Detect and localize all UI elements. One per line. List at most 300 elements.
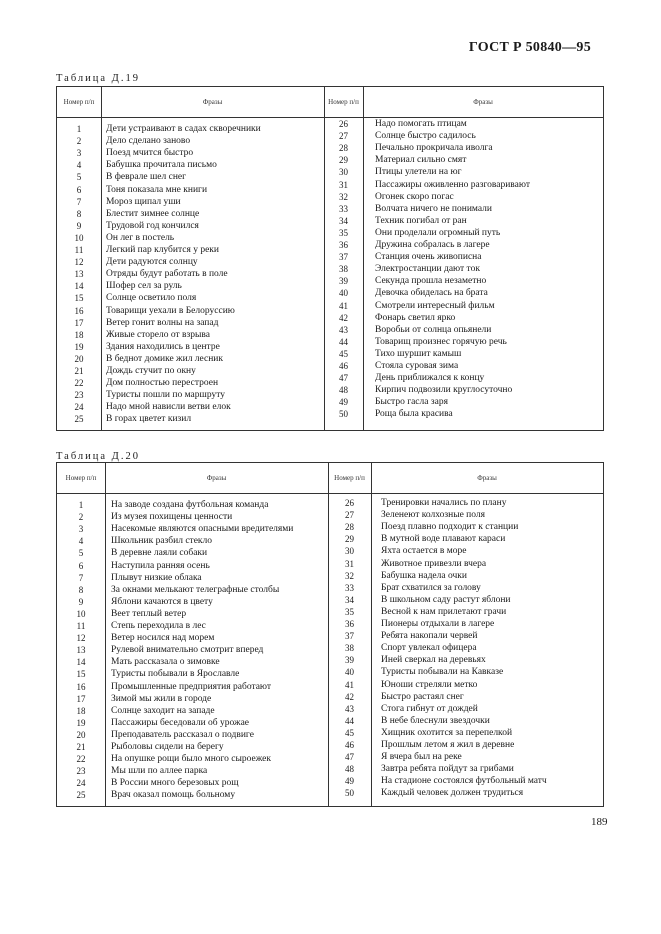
row-phrase: Материал сильно смят <box>375 155 467 166</box>
row-phrase: Они проделали огромный путь <box>375 227 501 238</box>
row-number: 48 <box>339 385 348 396</box>
row-number: 49 <box>345 776 354 787</box>
row-number: 15 <box>74 293 84 304</box>
row-number: 32 <box>339 191 348 202</box>
table-row <box>57 184 324 196</box>
row-phrase: Животное привезли вчера <box>381 558 487 569</box>
page-number: 189 <box>591 816 608 828</box>
row-phrase: Станция очень живописна <box>375 252 482 263</box>
table-row <box>57 123 324 135</box>
table-row <box>57 196 324 208</box>
table-row <box>57 365 324 377</box>
row-number: 22 <box>76 754 86 765</box>
table-row <box>57 353 324 365</box>
table-row <box>324 263 603 275</box>
row-number: 21 <box>76 742 86 753</box>
table-row <box>324 118 603 130</box>
row-phrase: Юноши стреляли метко <box>381 679 478 690</box>
row-phrase: Плывут низкие облака <box>111 572 202 583</box>
row-phrase: Тихо шуршит камыш <box>375 348 462 359</box>
row-number: 26 <box>345 498 354 509</box>
table-row <box>57 535 328 547</box>
table-row <box>324 287 603 299</box>
table-row <box>57 159 324 171</box>
row-number: 8 <box>76 208 82 219</box>
row-phrase: Смотрели интересный фильм <box>375 300 495 311</box>
header-number: Номер п/п <box>65 474 97 482</box>
table-row <box>328 618 603 630</box>
table-row <box>324 324 603 336</box>
table-row <box>328 533 603 545</box>
row-phrase: Туристы побывали на Кавказе <box>381 667 504 678</box>
table-row <box>57 656 328 668</box>
table-row <box>324 215 603 227</box>
row-number: 28 <box>339 143 348 154</box>
row-number: 4 <box>78 536 84 547</box>
row-number: 45 <box>339 348 348 359</box>
row-number: 40 <box>339 288 348 299</box>
table-row <box>328 570 603 582</box>
row-phrase: Наступила ранняя осень <box>111 560 210 571</box>
row-number: 11 <box>76 621 86 632</box>
header-phrases: Фразы <box>477 474 497 482</box>
row-number: 23 <box>74 390 84 401</box>
header-number: Номер п/п <box>328 98 359 106</box>
table-row <box>57 208 324 220</box>
row-number: 4 <box>76 160 82 171</box>
table-row <box>328 739 603 751</box>
table-row <box>328 509 603 521</box>
table-row <box>328 606 603 618</box>
table-row <box>324 179 603 191</box>
row-phrase: Огонек скоро погас <box>375 191 454 202</box>
phrase-table <box>56 462 604 807</box>
row-phrase: Школьник разбил стекло <box>111 536 213 547</box>
standard-code: ГОСТ Р 50840—95 <box>468 40 591 55</box>
table-row <box>324 360 603 372</box>
table-row <box>57 244 324 256</box>
table-row <box>324 166 603 178</box>
header-phrases: Фразы <box>473 98 493 106</box>
row-phrase: Туристы побывали в Ярославле <box>111 669 240 680</box>
row-number: 18 <box>76 705 86 716</box>
row-phrase: Весной к нам прилетают грачи <box>381 606 507 617</box>
table-row <box>324 142 603 154</box>
row-phrase: Иней сверкал на деревьях <box>381 655 486 666</box>
row-number: 47 <box>345 752 354 763</box>
row-number: 44 <box>345 715 354 726</box>
table-row <box>328 787 603 799</box>
row-phrase: Насекомые являются опасными вредителями <box>111 524 294 535</box>
row-number: 10 <box>76 608 86 619</box>
table-row <box>324 300 603 312</box>
row-phrase: Завтра ребята пойдут за грибами <box>381 764 514 775</box>
row-number: 37 <box>339 252 348 263</box>
table-row <box>324 348 603 360</box>
row-phrase: Веет теплый ветер <box>111 608 187 619</box>
row-number: 45 <box>345 727 354 738</box>
row-phrase: Бабушка прочитала письмо <box>106 160 217 171</box>
row-phrase: Живые сторело от взрыва <box>106 329 210 340</box>
row-phrase: Электростанции дают ток <box>375 264 480 275</box>
table-row <box>57 280 324 292</box>
row-phrase: Спорт увлекал офицера <box>381 643 477 654</box>
table-row <box>57 171 324 183</box>
table-row <box>57 681 328 693</box>
row-phrase: Надо помогать птицам <box>375 119 467 130</box>
row-number: 48 <box>345 764 354 775</box>
table-row <box>57 584 328 596</box>
table-row <box>57 668 328 680</box>
row-phrase: Врач оказал помощь больному <box>111 790 236 801</box>
row-phrase: Волчата ничего не понимали <box>375 203 493 214</box>
row-phrase: Дети радуются солнцу <box>106 257 198 268</box>
row-number: 42 <box>339 312 348 323</box>
table-row <box>324 191 603 203</box>
row-number: 30 <box>339 167 348 178</box>
row-number: 5 <box>76 172 82 183</box>
table-row <box>324 130 603 142</box>
row-phrase: Зимой мы жили в городе <box>111 693 212 704</box>
row-number: 1 <box>76 124 82 135</box>
table-row <box>57 608 328 620</box>
row-number: 3 <box>76 148 82 159</box>
row-number: 27 <box>339 131 348 142</box>
table-caption: Таблица Д.19 <box>56 73 140 84</box>
row-phrase: Девочка обиделась на брата <box>375 288 488 299</box>
row-phrase: За окнами мелькают телеграфные столбы <box>111 584 280 595</box>
row-number: 9 <box>78 596 84 607</box>
row-phrase: Птицы улетели на юг <box>375 167 462 178</box>
table-row <box>57 305 324 317</box>
row-number: 18 <box>74 329 84 340</box>
row-phrase: Секунда прошла незаметно <box>375 276 487 287</box>
table-row <box>57 232 324 244</box>
row-phrase: Яхта остается в море <box>381 546 467 557</box>
row-number: 29 <box>339 155 348 166</box>
row-phrase: В России много березовых рощ <box>111 778 239 789</box>
row-number: 35 <box>345 606 354 617</box>
row-number: 21 <box>74 366 84 377</box>
table-row <box>57 317 324 329</box>
row-number: 14 <box>74 281 84 292</box>
row-number: 47 <box>339 373 348 384</box>
row-number: 34 <box>339 215 348 226</box>
row-phrase: Рыболовы сидели на берегу <box>111 742 224 753</box>
row-phrase: Дождь стучит по окну <box>106 366 196 377</box>
row-phrase: Поезд мчится быстро <box>106 148 194 159</box>
row-number: 17 <box>76 693 86 704</box>
row-number: 15 <box>76 669 86 680</box>
row-number: 32 <box>345 570 354 581</box>
table-row <box>328 727 603 739</box>
row-number: 28 <box>345 522 354 533</box>
row-number: 7 <box>76 196 82 207</box>
row-number: 39 <box>345 655 354 666</box>
table-row <box>57 729 328 741</box>
row-phrase: Тоня показала мне книги <box>106 184 208 195</box>
table-row <box>57 789 328 801</box>
row-phrase: Ветер носился над морем <box>111 633 215 644</box>
table-row <box>328 594 603 606</box>
row-number: 41 <box>345 679 354 690</box>
row-phrase: Промышленные предприятия работают <box>111 681 272 692</box>
row-number: 38 <box>339 264 348 275</box>
table-row <box>328 545 603 557</box>
header-phrases: Фразы <box>206 474 227 482</box>
row-number: 22 <box>74 378 84 389</box>
row-number: 42 <box>345 691 354 702</box>
row-number: 36 <box>339 240 348 251</box>
table-row <box>324 275 603 287</box>
row-number: 36 <box>345 619 354 630</box>
table-row <box>57 596 328 608</box>
header-phrases: Фразы <box>202 98 223 106</box>
row-phrase: Товарищ произнес горячую речь <box>375 336 507 347</box>
table-row <box>57 401 324 413</box>
row-phrase: Трудовой год кончился <box>106 220 199 231</box>
table-row <box>57 377 324 389</box>
row-phrase: Роща была красива <box>375 409 453 420</box>
row-phrase: Солнце осветило поля <box>106 293 197 304</box>
table-row <box>57 147 324 159</box>
row-number: 12 <box>74 257 84 268</box>
row-number: 34 <box>345 594 354 605</box>
table-row <box>57 329 324 341</box>
row-phrase: Отряды будут работать в поле <box>106 269 228 280</box>
row-phrase: В школьном саду растут яблони <box>381 594 511 605</box>
row-phrase: Из музея похищены ценности <box>111 512 233 523</box>
table-row <box>324 336 603 348</box>
row-phrase: Кирпич подвозили круглосуточно <box>375 385 513 396</box>
table-row <box>328 630 603 642</box>
row-number: 11 <box>74 245 84 256</box>
row-phrase: Дружина собралась в лагере <box>375 240 490 251</box>
row-number: 23 <box>76 766 86 777</box>
table-row <box>324 251 603 263</box>
row-phrase: Рулевой внимательно смотрит вперед <box>111 645 264 656</box>
row-number: 6 <box>76 184 82 195</box>
row-phrase: Дело сделано заново <box>106 136 191 147</box>
row-phrase: Прошлым летом я жил в деревне <box>381 740 515 751</box>
row-phrase: Пионеры отдыхали в лагере <box>381 619 495 630</box>
header-divider <box>57 493 603 494</box>
table-row <box>57 560 328 572</box>
row-number: 43 <box>339 324 348 335</box>
row-phrase: Брат схватился за голову <box>381 582 481 593</box>
row-number: 25 <box>76 790 86 801</box>
row-phrase: На опушке рощи было много сыроежек <box>111 754 272 765</box>
row-phrase: На стадионе состоялся футбольный матч <box>381 776 547 787</box>
table-row <box>324 396 603 408</box>
row-phrase: Шофер сел за руль <box>106 281 182 292</box>
row-number: 12 <box>76 633 86 644</box>
row-number: 1 <box>78 500 84 511</box>
row-phrase: В феврале шел снег <box>106 172 187 183</box>
row-phrase: Бабушка надела очки <box>381 570 467 581</box>
row-number: 27 <box>345 510 354 521</box>
row-number: 31 <box>345 558 354 569</box>
row-number: 19 <box>76 717 86 728</box>
table-row <box>57 499 328 511</box>
table-caption: Таблица Д.20 <box>56 451 140 462</box>
row-phrase: Пассажиры беседовали об урожае <box>111 717 249 728</box>
row-number: 10 <box>74 232 84 243</box>
row-number: 44 <box>339 336 348 347</box>
row-phrase: День приближался к концу <box>375 373 485 384</box>
table-row <box>324 203 603 215</box>
row-phrase: Техник погибал от ран <box>375 215 467 226</box>
row-number: 26 <box>339 119 348 130</box>
table-row <box>57 777 328 789</box>
table-row <box>57 620 328 632</box>
row-phrase: Фонарь светил ярко <box>375 312 456 323</box>
table-row <box>324 312 603 324</box>
row-phrase: Пассажиры оживленно разговаривают <box>375 179 531 190</box>
row-number: 5 <box>78 548 84 559</box>
phrase-table <box>56 86 604 431</box>
row-number: 2 <box>78 512 84 523</box>
row-number: 31 <box>339 179 348 190</box>
row-number: 24 <box>74 402 84 413</box>
row-phrase: Мороз щипал уши <box>106 196 181 207</box>
table-row <box>57 256 324 268</box>
header-number: Номер п/п <box>63 98 95 106</box>
table-row <box>328 558 603 570</box>
row-phrase: Быстро растаял снег <box>381 691 464 702</box>
row-phrase: В беднот домике жил лесник <box>106 353 224 364</box>
row-phrase: Туристы пошли по маршруту <box>106 390 225 401</box>
row-phrase: Здания находились в центре <box>106 341 220 352</box>
row-number: 46 <box>345 740 354 751</box>
table-row <box>57 523 328 535</box>
row-number: 39 <box>339 276 348 287</box>
table-row <box>328 751 603 763</box>
row-number: 6 <box>78 560 84 571</box>
table-row <box>57 413 324 425</box>
row-number: 20 <box>74 353 84 364</box>
row-number: 38 <box>345 643 354 654</box>
row-number: 16 <box>76 681 86 692</box>
table-row <box>328 582 603 594</box>
row-phrase: На заводе создана футбольная команда <box>111 500 269 511</box>
table-row <box>57 632 328 644</box>
table-row <box>57 644 328 656</box>
header-number: Номер п/п <box>334 474 365 482</box>
row-number: 33 <box>339 203 348 214</box>
row-phrase: Стога гибнут от дождей <box>381 703 478 714</box>
row-phrase: Стояла суровая зима <box>375 361 459 372</box>
table-row <box>57 717 328 729</box>
row-phrase: Воробьи от солнца опьянели <box>375 324 492 335</box>
row-phrase: Быстро гасла заря <box>375 397 448 408</box>
table-row <box>328 521 603 533</box>
table-row <box>328 666 603 678</box>
table-row <box>328 763 603 775</box>
table-row <box>324 239 603 251</box>
row-phrase: Мать рассказала о зимовке <box>111 657 220 668</box>
row-number: 49 <box>339 397 348 408</box>
table-row <box>324 372 603 384</box>
row-phrase: Мы шли по аллее парка <box>111 766 208 777</box>
table-row <box>324 154 603 166</box>
table-row <box>57 220 324 232</box>
row-number: 50 <box>345 788 354 799</box>
table-row <box>57 268 324 280</box>
row-number: 25 <box>74 414 84 425</box>
table-row <box>328 775 603 787</box>
row-phrase: Я вчера был на реке <box>381 752 462 763</box>
row-phrase: Степь переходила в лес <box>111 621 206 632</box>
row-number: 9 <box>76 220 82 231</box>
row-phrase: В деревне лаяли собаки <box>111 548 208 559</box>
table-row <box>57 341 324 353</box>
table-row <box>57 705 328 717</box>
row-phrase: Каждый человек должен трудиться <box>381 788 524 799</box>
table-row <box>324 227 603 239</box>
row-number: 7 <box>78 572 84 583</box>
row-phrase: Дом полностью перестроен <box>106 378 219 389</box>
row-phrase: Блестит зимнее солнце <box>106 208 200 219</box>
row-phrase: Товарищи уехали в Белоруссию <box>106 305 235 316</box>
row-phrase: В небе блеснули звездочки <box>381 715 490 726</box>
row-number: 2 <box>76 136 82 147</box>
row-number: 29 <box>345 534 354 545</box>
row-phrase: Ветер гонит волны на запад <box>106 317 219 328</box>
row-phrase: Яблони качаются в цвету <box>111 596 213 607</box>
table-row <box>328 642 603 654</box>
row-number: 46 <box>339 361 348 372</box>
row-number: 43 <box>345 703 354 714</box>
table-row <box>328 691 603 703</box>
row-phrase: Хищник охотится за перепелкой <box>381 727 513 738</box>
row-number: 35 <box>339 227 348 238</box>
row-number: 17 <box>74 317 84 328</box>
table-row <box>328 654 603 666</box>
table-row <box>57 765 328 777</box>
table-row <box>57 753 328 765</box>
row-number: 50 <box>339 409 348 420</box>
table-row <box>57 389 324 401</box>
table-row <box>57 693 328 705</box>
row-number: 3 <box>78 524 84 535</box>
row-phrase: Ребята накопали червей <box>381 631 478 642</box>
row-phrase: Поезд плавно подходит к станции <box>381 522 519 533</box>
table-row <box>57 135 324 147</box>
row-number: 24 <box>76 778 86 789</box>
row-number: 13 <box>74 269 84 280</box>
row-phrase: Он лег в постель <box>106 232 175 243</box>
row-phrase: Тренировки начались по плану <box>381 498 507 509</box>
row-phrase: Печально прокричала иволга <box>375 143 493 154</box>
table-row <box>57 572 328 584</box>
row-number: 20 <box>76 729 86 740</box>
row-phrase: Дети устраивают в садах скворечники <box>106 124 261 135</box>
table-row <box>328 497 603 509</box>
row-number: 37 <box>345 631 354 642</box>
row-number: 19 <box>74 341 84 352</box>
table-row <box>57 547 328 559</box>
row-phrase: Преподаватель рассказал о подвиге <box>111 729 254 740</box>
row-phrase: Солнце заходит на западе <box>111 705 215 716</box>
table-row <box>324 384 603 396</box>
row-number: 8 <box>78 584 84 595</box>
row-number: 40 <box>345 667 354 678</box>
row-number: 33 <box>345 582 354 593</box>
row-phrase: Легкий пар клубится у реки <box>106 245 219 256</box>
table-row <box>324 408 603 420</box>
row-number: 14 <box>76 657 86 668</box>
